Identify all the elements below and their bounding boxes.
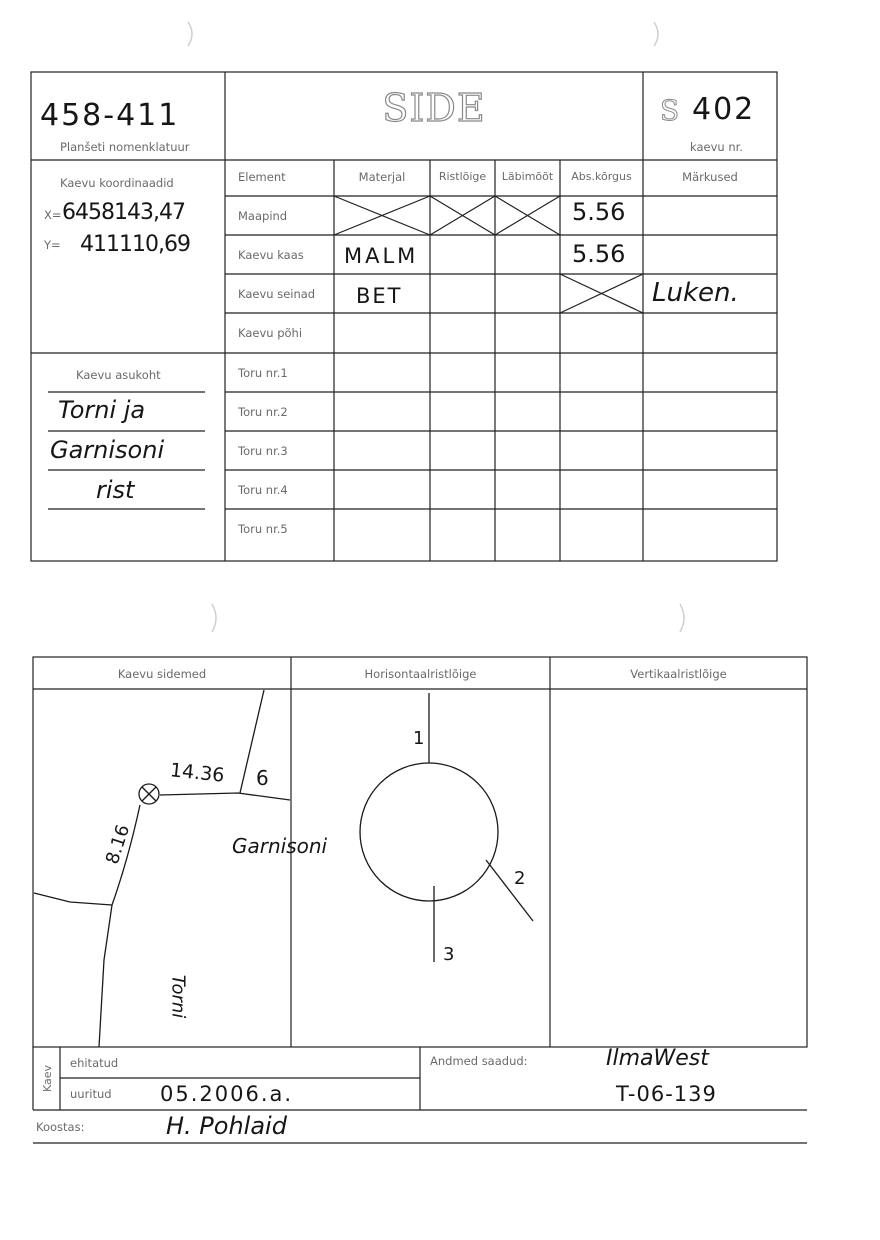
panel-title-horizontal-section: Horisontaalristlõige xyxy=(364,667,477,681)
row-label: Toru nr.4 xyxy=(238,483,288,497)
col-header-material: Materjal xyxy=(358,170,406,184)
footer-side-label: Kaev xyxy=(41,1064,55,1093)
panel-title-connections: Kaevu sidemed xyxy=(117,667,207,681)
material-walls: BET xyxy=(356,284,403,308)
sketch-dist-left: 8.16 xyxy=(101,822,135,867)
coord-x-label: X= xyxy=(44,208,62,222)
drafter-value: H. Pohlaid xyxy=(166,1112,287,1140)
coord-x-value: 6458143,47 xyxy=(62,200,185,225)
data-from-label: Andmed saadud: xyxy=(430,1054,528,1068)
col-header-element: Element xyxy=(238,170,286,184)
well-no-label: kaevu nr. xyxy=(690,140,743,154)
well-no-prefix: S xyxy=(660,94,680,127)
row-label: Kaevu põhi xyxy=(238,326,303,340)
row-label: Toru nr.1 xyxy=(238,366,288,380)
sketch-street-torni: Torni xyxy=(167,974,189,1019)
col-header-notes: Märkused xyxy=(682,170,738,184)
location-line-1: Torni ja xyxy=(58,396,146,424)
row-label: Toru nr.2 xyxy=(238,405,288,419)
abs-height-ground: 5.56 xyxy=(572,198,626,226)
surveyed-value: 05.2006.a. xyxy=(160,1082,294,1106)
nomenclature-value: 458-411 xyxy=(40,98,180,133)
location-label: Kaevu asukoht xyxy=(76,368,161,382)
row-label: Toru nr.5 xyxy=(238,522,288,536)
row-label: Kaevu seinad xyxy=(238,287,316,301)
built-label: ehitatud xyxy=(70,1056,119,1070)
sketch-dist-top: 14.36 xyxy=(168,759,226,787)
col-header-cross-section: Ristlõige xyxy=(438,170,487,183)
nomenclature-label: Planšeti nomenklatuur xyxy=(60,140,190,154)
surveyed-label: uuritud xyxy=(70,1087,112,1101)
row-label: Toru nr.3 xyxy=(238,444,288,458)
col-header-abs-height: Abs.kõrgus xyxy=(571,170,632,183)
form-title: SIDE xyxy=(382,86,486,130)
location-line-3: rist xyxy=(96,476,135,504)
material-cover: MALM xyxy=(344,244,419,268)
coord-y-label: Y= xyxy=(44,238,61,252)
drafter-label: Koostas: xyxy=(36,1120,85,1134)
panel-title-vertical-section: Vertikaalristlõige xyxy=(630,667,727,681)
col-header-diameter: Läbimõõt xyxy=(501,170,554,183)
pipe-label-1: 1 xyxy=(413,728,425,749)
coord-y-value: 411110,69 xyxy=(80,232,190,257)
coords-label: Kaevu koordinaadid xyxy=(60,176,174,190)
pipe-label-3: 3 xyxy=(443,944,455,965)
row-label: Kaevu kaas xyxy=(238,248,304,262)
row-label: Maapind xyxy=(238,209,288,223)
data-from-value-1: IlmaWest xyxy=(606,1046,709,1071)
location-line-2: Garnisoni xyxy=(50,436,165,464)
data-from-value-2: T-06-139 xyxy=(616,1082,717,1106)
notes-walls: Luken. xyxy=(652,278,739,308)
well-no-value: 402 xyxy=(692,92,756,127)
sketch-dist-right: 6 xyxy=(256,766,269,790)
abs-height-cover: 5.56 xyxy=(572,240,626,268)
sketch-street-garnisoni: Garnisoni xyxy=(232,834,328,858)
pipe-label-2: 2 xyxy=(514,868,526,889)
